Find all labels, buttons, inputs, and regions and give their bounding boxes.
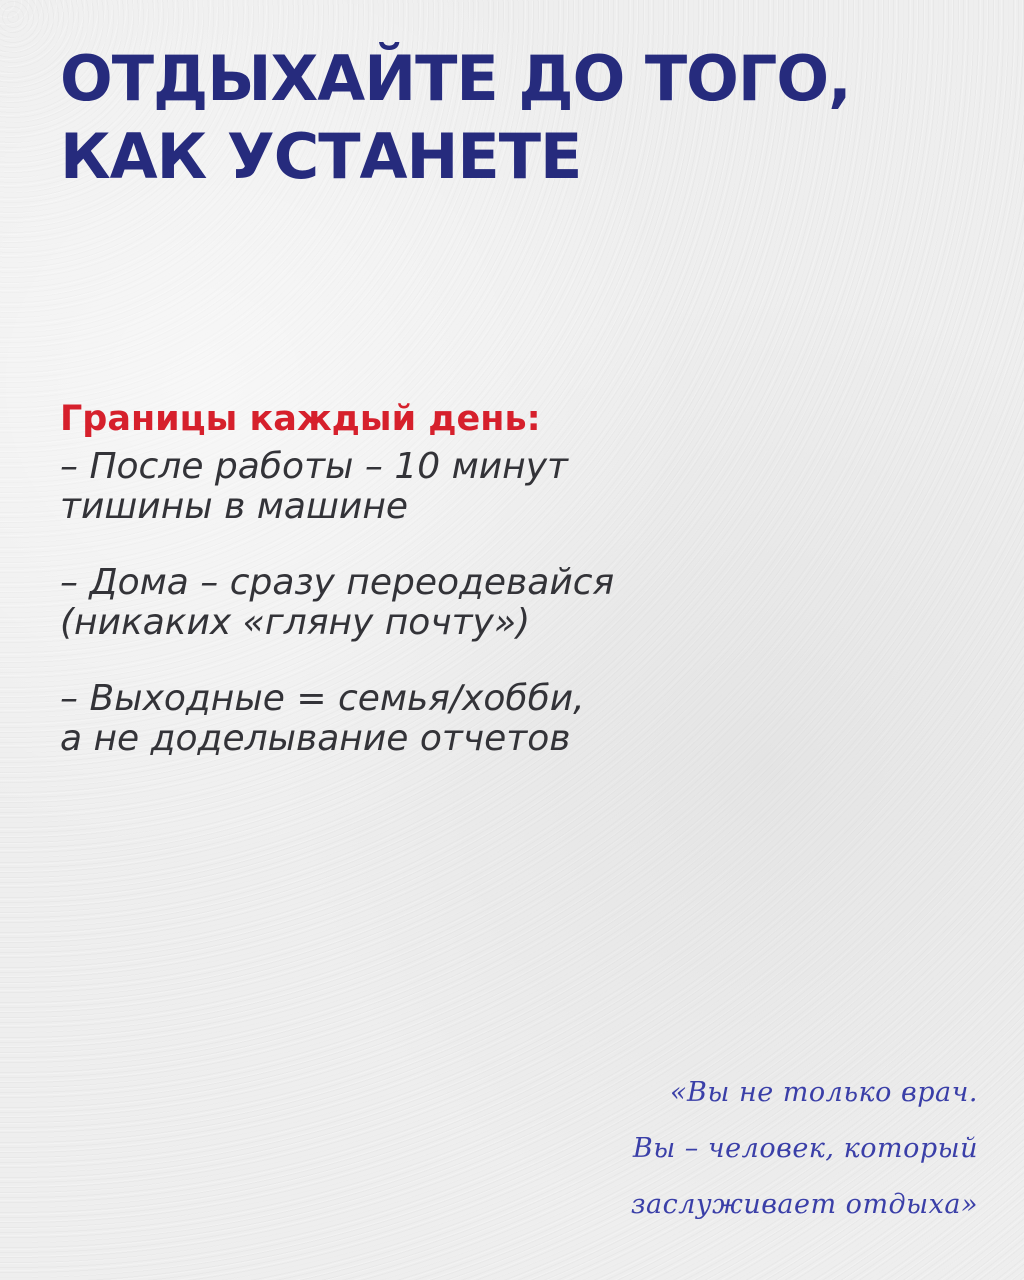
section-heading: Границы каждый день: — [60, 399, 541, 439]
quote-line-2: Вы – человек, который — [632, 1133, 978, 1164]
list-item — [60, 447, 960, 527]
list-item — [60, 679, 960, 759]
page-title — [60, 40, 960, 196]
handwritten-quote — [558, 1065, 978, 1233]
title-line-2: КАК УСТАНЕТЕ — [60, 120, 582, 193]
list-item-line: – Дома – сразу переодевайся — [60, 562, 615, 603]
list-item-line: – После работы – 10 минут — [60, 446, 568, 487]
list-item-line: – Выходные = семья/хобби, — [60, 678, 585, 719]
list-item — [60, 563, 960, 643]
quote-line-1: «Вы не только врач. — [670, 1077, 978, 1108]
list-item-line: тишины в машине — [60, 486, 409, 527]
title-line-1: ОТДЫХАЙТЕ ДО ТОГО, — [60, 42, 851, 115]
daily-boundaries-section — [60, 395, 960, 759]
list-item-line: а не доделывание отчетов — [60, 718, 571, 759]
quote-line-3: заслуживает отдыха» — [630, 1189, 978, 1220]
list-item-line: (никаких «гляну почту») — [60, 602, 531, 643]
